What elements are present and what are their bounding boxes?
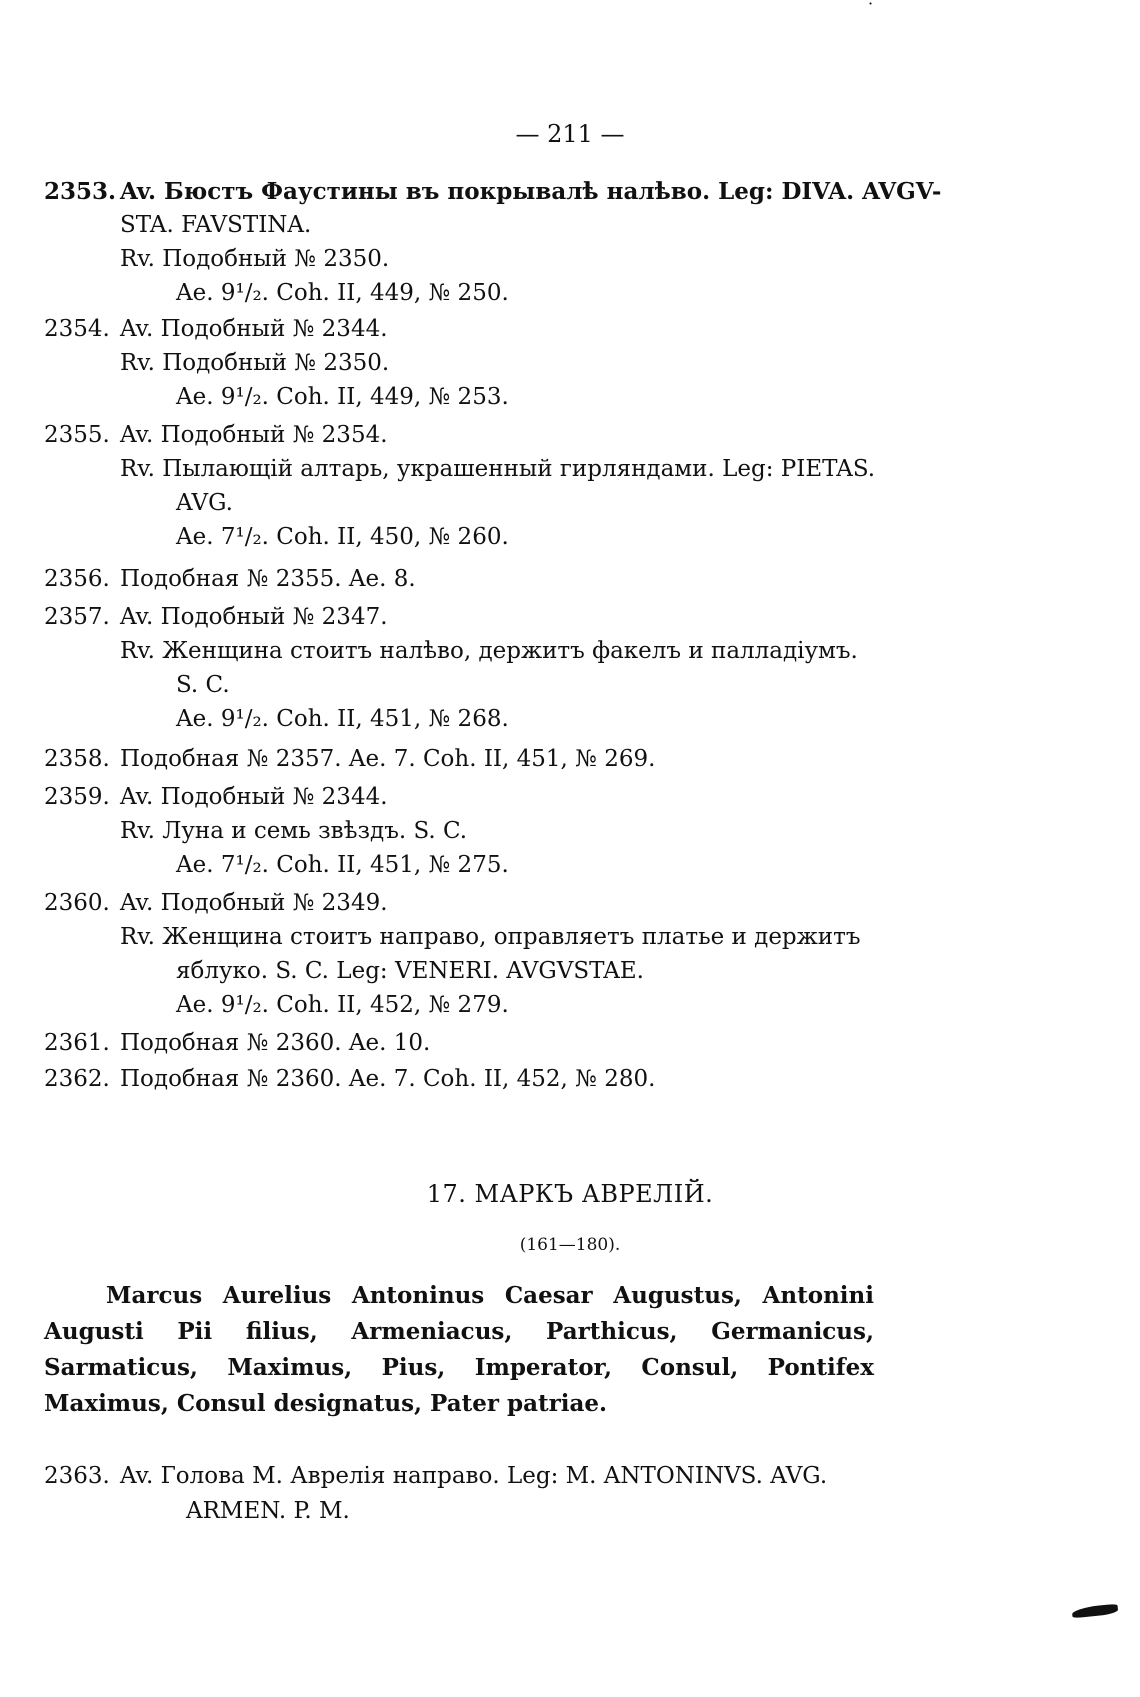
section-dates: (161—180). [519, 1235, 621, 1255]
entry-line: яблуко. S. C. Leg: VENERI. AVGVSTAE. [176, 958, 644, 984]
entry-line: Rv. Подобный № 2350. [120, 246, 390, 272]
entry-line: 2358. Подобная № 2357. Ae. 7. Coh. II, 451, № 269. [44, 746, 656, 772]
entry-line: Ae. 9¹/₂. Coh. II, 449, № 253. [176, 384, 509, 410]
entry-line: S. C. [176, 672, 230, 698]
entry-line: Rv. Женщина стоитъ налѣво, держитъ факелъ и палладіумъ. [120, 638, 858, 664]
entry-line: 2361. Подобная № 2360. Ae. 10. [44, 1030, 431, 1056]
entry-line: 2359. Av. Подобный № 2344. [44, 784, 388, 810]
intro-paragraph: Marcus Aurelius Antoninus Caesar Augustus, Antonini Augusti Pii filius, Armeniacus, Parthicus, Germanicus, Sarmaticus, Maximus, Pius, Imperator, Consul, Pontifex Maximus, Consul designatus, Pater patriae. [44, 1282, 874, 1417]
entry-line: Ae. 7¹/₂. Coh. II, 451, № 275. [176, 852, 509, 878]
entry-line: 2362. Подобная № 2360. Ae. 7. Coh. II, 452, № 280. [44, 1066, 656, 1092]
entry-line: 2354. Av. Подобный № 2344. [44, 316, 388, 342]
entry-line: 2363. Av. Голова М. Аврелія направо. Leg: M. ANTONINVS. AVG. [44, 1463, 828, 1489]
entry-line: Ae. 9¹/₂. Coh. II, 449, № 250. [176, 280, 509, 306]
entry-line: AVG. [176, 490, 233, 516]
entry-line: Ae. 7¹/₂. Coh. II, 450, № 260. [176, 524, 509, 550]
ink-mark-top: · [868, 0, 874, 13]
entry-line: STA. FAVSTINA. [120, 212, 312, 238]
entry-line: 2360. Av. Подобный № 2349. [44, 890, 388, 916]
entry-line: Ae. 9¹/₂. Coh. II, 451, № 268. [176, 706, 509, 732]
page-number: — 211 — [515, 120, 625, 148]
entry-line: Rv. Пылающій алтарь, украшенный гирляндами. Leg: PIETAS. [120, 456, 876, 482]
entry-line: 2355. Av. Подобный № 2354. [44, 422, 388, 448]
entry-line: Rv. Подобный № 2350. [120, 350, 390, 376]
entry-line: 2357. Av. Подобный № 2347. [44, 604, 388, 630]
entry-line: Ae. 9¹/₂. Coh. II, 452, № 279. [176, 992, 509, 1018]
entry-line: 2356. Подобная № 2355. Ae. 8. [44, 566, 416, 592]
entry-line: Rv. Луна и семь звѣздъ. S. C. [120, 818, 468, 844]
entry-line: 2353. Av. Бюстъ Фаустины въ покрывалѣ налѣво. Leg: DIVA. AVGV- [44, 178, 942, 205]
section-heading: 17. МАРКЪ АВРЕЛІЙ. [426, 1180, 714, 1208]
ink-mark-bottom [1072, 1604, 1119, 1619]
entry-line: Rv. Женщина стоитъ направо, оправляетъ платье и держитъ [120, 924, 861, 950]
entry-line: ARMEN. P. M. [186, 1498, 350, 1524]
